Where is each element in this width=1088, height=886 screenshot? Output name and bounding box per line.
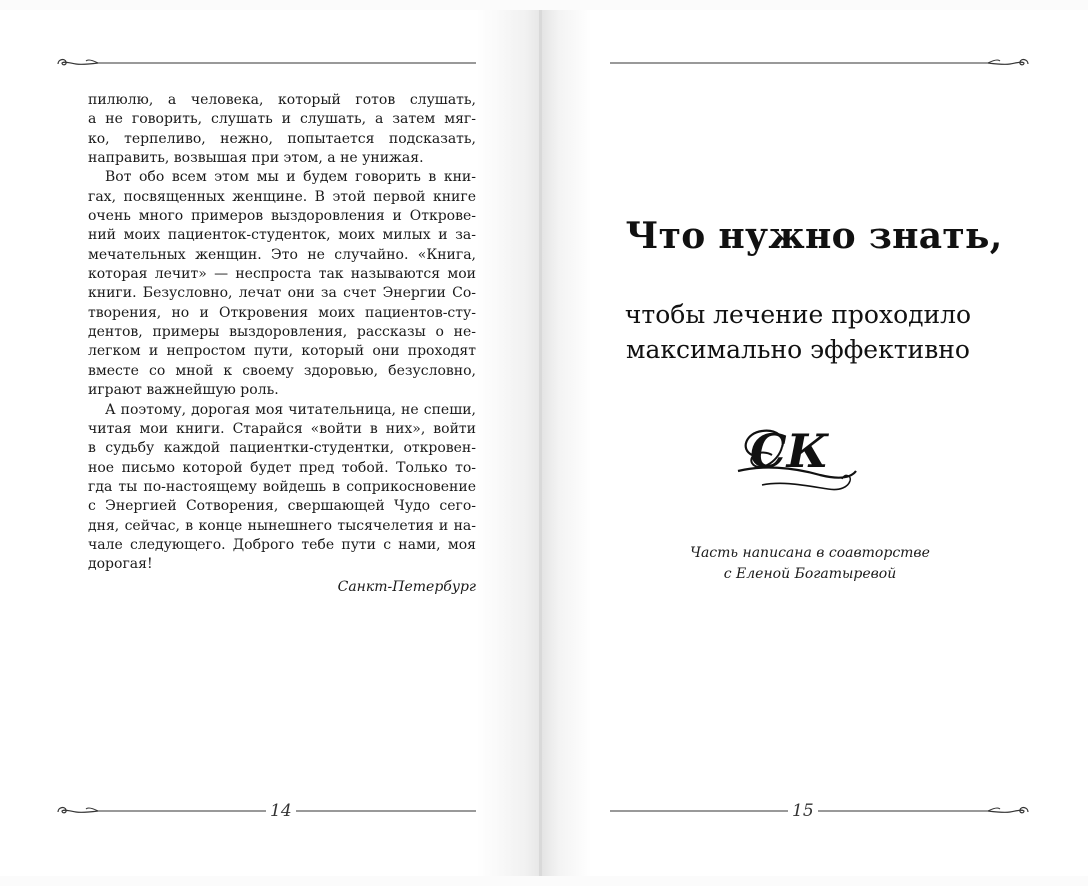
- left-page-number: 14: [266, 803, 296, 819]
- text-line: пилюлю, а человека, который готов слушать,: [88, 92, 476, 108]
- text-line: а не говорить, слушать и слушать, а затем мяг-: [88, 111, 476, 128]
- text-line: вместе со мной к своему здоровью, безусловно,: [88, 362, 476, 379]
- text-line: дня, сейчас, в конце нынешнего тысячелетия и на-: [88, 517, 476, 534]
- text-line: которая лечит» — неспроста так называются мои: [88, 266, 476, 283]
- text-line: с Энергией Сотворения, свершающей Чудо сего-: [88, 498, 476, 515]
- chapter-title: Что нужно знать,: [625, 215, 1003, 257]
- text-line: дорогая!: [88, 556, 153, 573]
- text-line: гах, посвященных женщине. В этой первой книге: [88, 188, 476, 205]
- text-line: творения, но и Откровения моих пациентов-сту-: [88, 304, 476, 321]
- text-line: играют важнейшую роль.: [88, 382, 279, 399]
- signature-city: Санкт-Петербург: [337, 579, 476, 595]
- text-line: ний моих пациенток-студенток, моих милых и за-: [88, 227, 476, 244]
- text-line: чале следующего. Доброго тебе пути с нами, моя: [88, 536, 476, 553]
- credit-line: с Еленой Богатыревой: [723, 566, 897, 582]
- chapter-subtitle: [586, 297, 1010, 367]
- right-footer-ornament: [608, 803, 1030, 819]
- text-line: читая мои книги. Старайся «войти в них», войти: [88, 420, 476, 437]
- text-line: А поэтому, дорогая моя читательница, не спеши,: [105, 401, 476, 418]
- monogram-letters: СК: [750, 424, 829, 478]
- right-header-ornament: [608, 55, 1030, 71]
- text-line: в судьбу каждой пациентки-студентки, откровен-: [88, 440, 476, 457]
- text-line: книги. Безусловно, лечат они за счет Энергии Со-: [88, 285, 476, 302]
- text-line: направить, возвышая при этом, а не унижая.: [88, 150, 424, 167]
- text-line: легком и непростом пути, который они проходят: [88, 343, 476, 360]
- text-line: ко, терпеливо, нежно, попытается подсказать,: [88, 130, 476, 147]
- text-line: ное письмо которой будет пред тобой. Только то-: [88, 459, 476, 476]
- coauthor-credit: [600, 543, 1020, 585]
- text-line: Вот обо всем этом мы и будем говорить в кни-: [105, 169, 476, 186]
- left-page-body: [88, 91, 476, 575]
- text-line: очень много примеров выздоровления и Открове-: [88, 208, 476, 225]
- text-line: гда ты по-настоящему войдешь в соприкосновение: [88, 478, 476, 495]
- author-monogram-logo: [732, 415, 864, 499]
- credit-line: Часть написана в соавторстве: [690, 545, 930, 561]
- left-header-ornament: [56, 55, 478, 71]
- text-line: дентов, примеры выздоровления, рассказы о не-: [88, 324, 476, 341]
- subtitle-line: максимально эффективно: [626, 335, 970, 364]
- right-page-number: 15: [788, 803, 818, 819]
- text-line: мечательных женщин. Это не случайно. «Книга,: [88, 246, 476, 263]
- subtitle-line: чтобы лечение проходило: [624, 300, 972, 329]
